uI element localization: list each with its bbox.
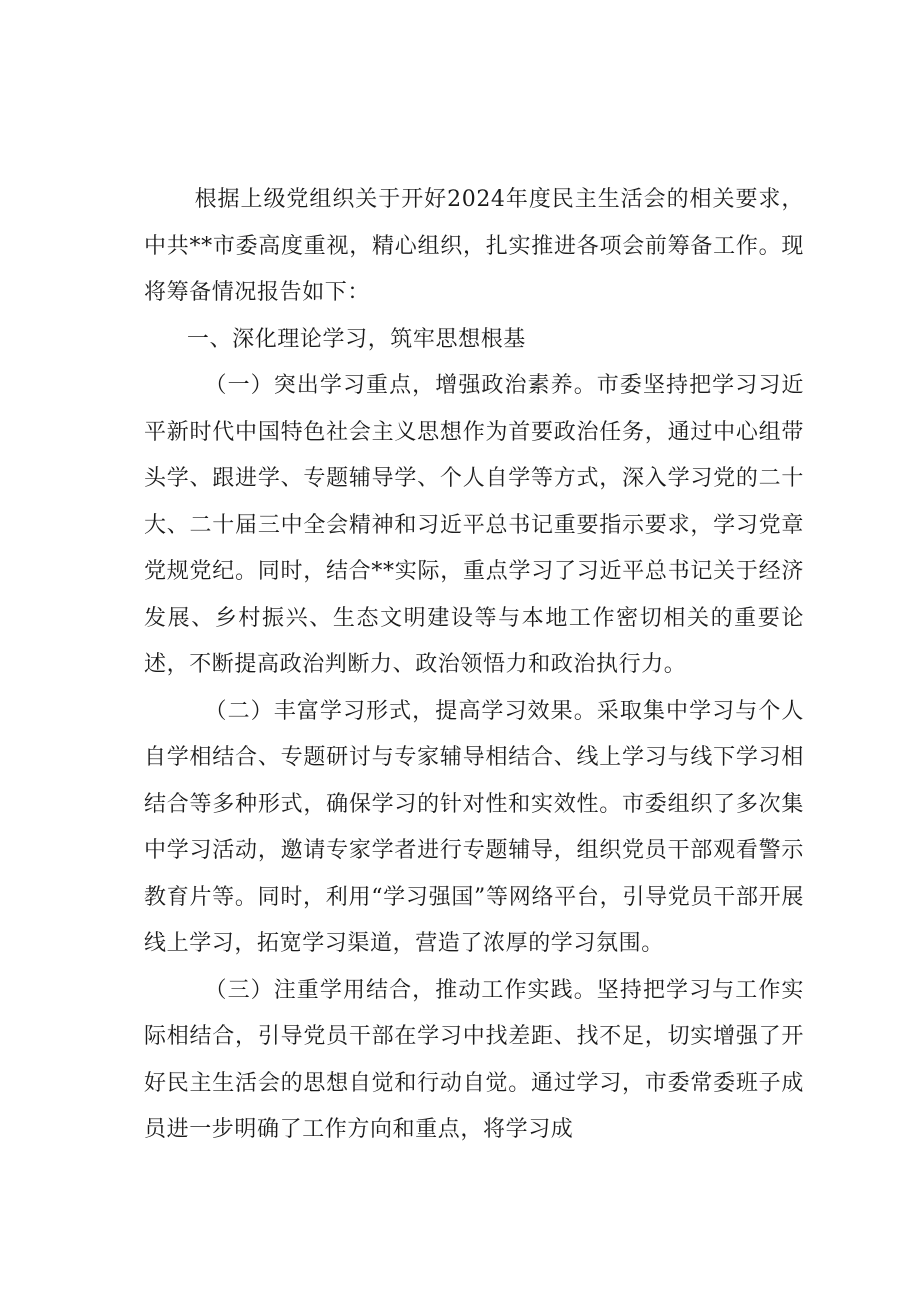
- intro-paragraph: 根据上级党组织关于开好2024年度民主生活会的相关要求，中共**市委高度重视，精心组织，扎实推进各项会前筹备工作。现将筹备情况报告如下：: [144, 187, 804, 305]
- document-body: [144, 177, 804, 1154]
- section-heading-1: 一、深化理论学习，筑牢思想根基: [186, 326, 526, 352]
- subsection-paragraph-2: （二）丰富学习形式，提高学习效果。采取集中学习与个人自学相结合、专题研讨与专家辅导相结合、线上学习与线下学习相结合等多种形式，确保学习的针对性和实效性。市委组织了多次集中学习活动，邀请专家学者进行专题辅导，组织党员干部观看警示教育片等。同时，利用“学习强国”等网络平台，引导党员干部开展线上学习，拓宽学习渠道，营造了浓厚的学习氛围。: [144, 698, 804, 956]
- subsection-paragraph-1: （一）突出学习重点，增强政治素养。市委坚持把学习习近平新时代中国特色社会主义思想作为首要政治任务，通过中心组带头学、跟进学、专题辅导学、个人自学等方式，深入学习党的二十大、二十届三中全会精神和习近平总书记重要指示要求，学习党章党规党纪。同时，结合**实际，重点学习了习近平总书记关于经济发展、乡村振兴、生态文明建设等与本地工作密切相关的重要论述，不断提高政治判断力、政治领悟力和政治执行力。: [144, 373, 804, 677]
- subsection-paragraph-3: （三）注重学用结合，推动工作实践。坚持把学习与工作实际相结合，引导党员干部在学习中找差距、找不足，切实增强了开好民主生活会的思想自觉和行动自觉。通过学习，市委常委班子成员进一步明确了工作方向和重点，将学习成: [144, 977, 804, 1142]
